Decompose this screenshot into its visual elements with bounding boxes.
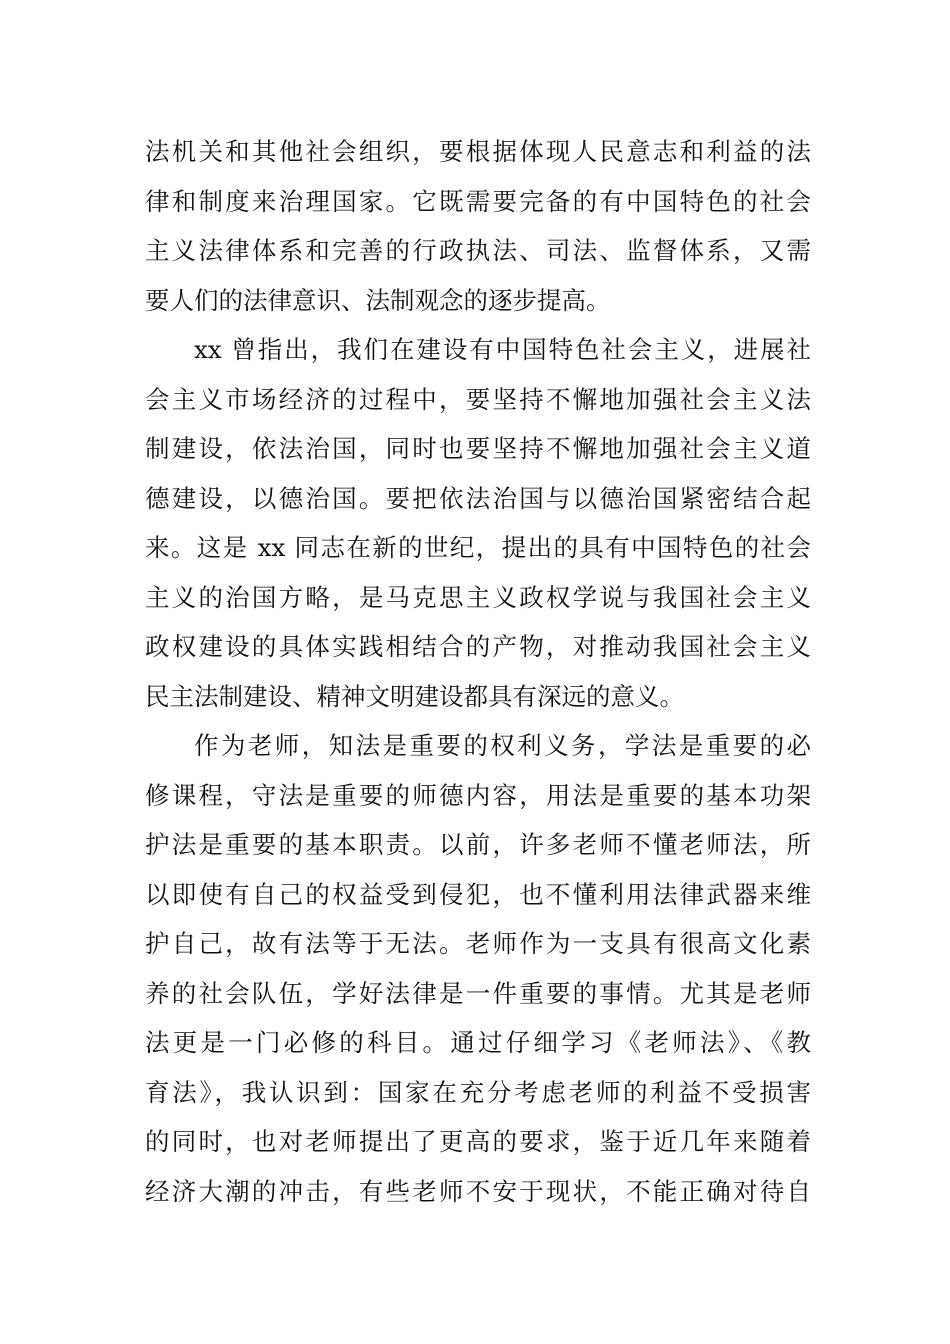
document-body xyxy=(145,127,811,1216)
text-line: 养的社会队伍，学好法律是一件重要的事情。尤其是老师 xyxy=(145,978,811,1008)
text-line: 法机关和其他社会组织，要根据体现人民意志和利益的法 xyxy=(145,137,811,166)
paragraph-1 xyxy=(145,127,811,325)
text-line: 民主法制建设、精神文明建设都具有深远的意义。 xyxy=(145,681,684,711)
text-line: 律和制度来治理国家。它既需要完备的有中国特色的社会 xyxy=(145,186,811,216)
paragraph-3 xyxy=(145,721,811,1216)
text-line: 要人们的法律意识、法制观念的逐步提高。 xyxy=(145,285,611,315)
text-line: 德建设，以德治国。要把依法治国与以德治国紧密结合起 xyxy=(145,483,811,513)
text-line: 来。这是 xx 同志在新的世纪，提出的具有中国特色的社会 xyxy=(145,533,811,562)
text-line: 会主义市场经济的过程中，要坚持不懈地加强社会主义法 xyxy=(145,384,811,414)
text-line: 护自己，故有法等于无法。老师作为一支具有很高文化素 xyxy=(145,929,811,958)
text-line: 经济大潮的冲击，有些老师不安于现状，不能正确对待自 xyxy=(145,1176,811,1206)
text-line: 作为老师，知法是重要的权利义务，学法是重要的必 xyxy=(194,731,811,760)
text-line: 的同时，也对老师提出了更高的要求，鉴于近几年来随着 xyxy=(145,1127,811,1156)
text-line: 修课程，守法是重要的师德内容，用法是重要的基本功架 xyxy=(145,780,811,810)
text-line: 护法是重要的基本职责。以前，许多老师不懂老师法，所 xyxy=(145,830,811,859)
text-line: 以即使有自己的权益受到侵犯，也不懂利用法律武器来维 xyxy=(145,879,811,909)
text-line: xx 曾指出，我们在建设有中国特色社会主义，进展社 xyxy=(194,335,811,364)
text-line: 育法》，我认识到：国家在充分考虑老师的利益不受损害 xyxy=(145,1077,811,1107)
text-line: 法更是一门必修的科目。通过仔细学习《老师法》、《教 xyxy=(145,1028,811,1057)
text-line: 主义的治国方略，是马克思主义政权学说与我国社会主义 xyxy=(145,582,811,612)
text-line: 主义法律体系和完善的行政执法、司法、监督体系，又需 xyxy=(145,236,811,265)
text-line: 政权建设的具体实践相结合的产物，对推动我国社会主义 xyxy=(145,632,811,661)
text-line: 制建设，依法治国，同时也要坚持不懈地加强社会主义道 xyxy=(145,434,811,463)
paragraph-2 xyxy=(145,325,811,721)
